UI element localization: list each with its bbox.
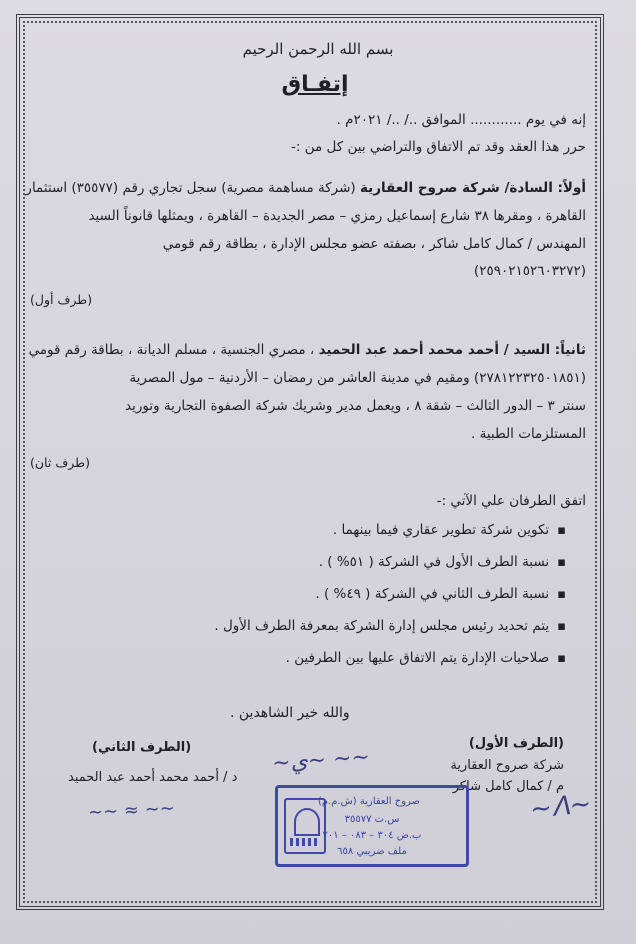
- signature-scribble: ~ي~ ~~: [271, 744, 371, 777]
- second-party-signature-scribble: ~~ ≈ ~~: [87, 797, 176, 824]
- second-party-lead: ثانياً: السيد / أحمد محمد أحمد عبد الحميد: [318, 342, 586, 358]
- first-party-line-2: القاهرة ، ومقرها ٣٨ شارع إسماعيل رمزي – مصر الجديدة – القاهرة ، ويمثلها قانوناً السيد: [88, 208, 586, 224]
- agreement-list: [214, 520, 566, 680]
- company-stamp: [275, 785, 469, 867]
- first-party-lead: أولاً: السادة/ شركة صروح العقارية: [359, 180, 586, 196]
- first-party-signature-scribble: ~ⴷ~: [528, 788, 593, 826]
- first-party-line-1: [25, 180, 586, 196]
- closing-line: والله خير الشاهدين .: [230, 705, 350, 721]
- agreement-item: ▪ نسبة الطرف الأول في الشركة ( ٥١% ) .: [214, 552, 566, 584]
- second-party-line-1: [29, 342, 586, 358]
- first-party-id: (٢٥٩٠٢١٥٢٦٠٣٢٧٢): [473, 263, 586, 279]
- first-party-label: (طرف أول): [30, 292, 93, 307]
- basmala: بسم الله الرحمن الرحيم: [242, 40, 394, 58]
- agreement-item: ▪ تكوين شركة تطوير عقاري فيما بينهما .: [214, 520, 566, 552]
- agreement-item: ▪ يتم تحديد رئيس مجلس إدارة الشركة بمعرفة الطرف الأول .: [214, 616, 566, 648]
- intro-parties-line: حرر هذا العقد وقد تم الاتفاق والتراضي بين كل من :-: [291, 139, 586, 155]
- first-party-details: (شركة مساهمة مصرية) سجل تجاري رقم (٣٥٥٧٧) استثمار: [25, 180, 360, 196]
- document-title: إتفـاق: [281, 72, 349, 97]
- second-party-label: (طرف ثان): [30, 455, 90, 470]
- first-party-company: شركة صروح العقارية: [450, 758, 564, 773]
- second-party-line-2: (٢٧٨١٢٢٣٢٥٠١٨٥١) ومقيم في مدينة العاشر من رمضان – الأردنية – مول المصرية: [129, 370, 586, 386]
- first-party-signatory: م / كمال كامل شاكر: [452, 779, 564, 794]
- second-party-details: ، مصري الجنسية ، مسلم الديانة ، بطاقة رقم قومي: [28, 342, 319, 358]
- agreement-item: ▪ نسبة الطرف الثاني في الشركة ( ٤٩% ) .: [214, 584, 566, 616]
- stamp-line-2: س.ت ٣٥٥٧٧: [344, 814, 400, 825]
- second-party-signatory: د / أحمد محمد أحمد عبد الحميد: [68, 770, 238, 785]
- agreement-heading: اتفق الطرفان علي الآتي :-: [436, 493, 586, 509]
- stamp-line-1: صروح العقارية (ش.م.م): [317, 796, 421, 807]
- first-party-signature-title: (الطرف الأول): [468, 736, 564, 751]
- stamp-line-4: ملف ضريبي ٦٥٨: [337, 846, 407, 857]
- stamp-line-3: ب.ض ٣٠٤ – ٠٨٣ – ٢٠١: [322, 830, 422, 841]
- intro-date-line: إنه في يوم ............ الموافق ../ ../ ٢٠٢١م .: [336, 112, 586, 128]
- second-party-line-4: المستلزمات الطبية .: [471, 426, 586, 442]
- second-party-signature-title: (الطرف الثاني): [92, 740, 192, 755]
- second-party-line-3: سنتر ٣ – الدور الثالث – شقة ٨ ، ويعمل مدير وشريك شركة الصفوة التجارية وتوريد: [125, 398, 586, 414]
- agreement-item: ▪ صلاحيات الإدارة يتم الاتفاق عليها بين الطرفين .: [214, 648, 566, 680]
- first-party-line-3: المهندس / كمال كامل شاكر ، بصفته عضو مجلس الإدارة ، بطاقة رقم قومي: [162, 236, 586, 252]
